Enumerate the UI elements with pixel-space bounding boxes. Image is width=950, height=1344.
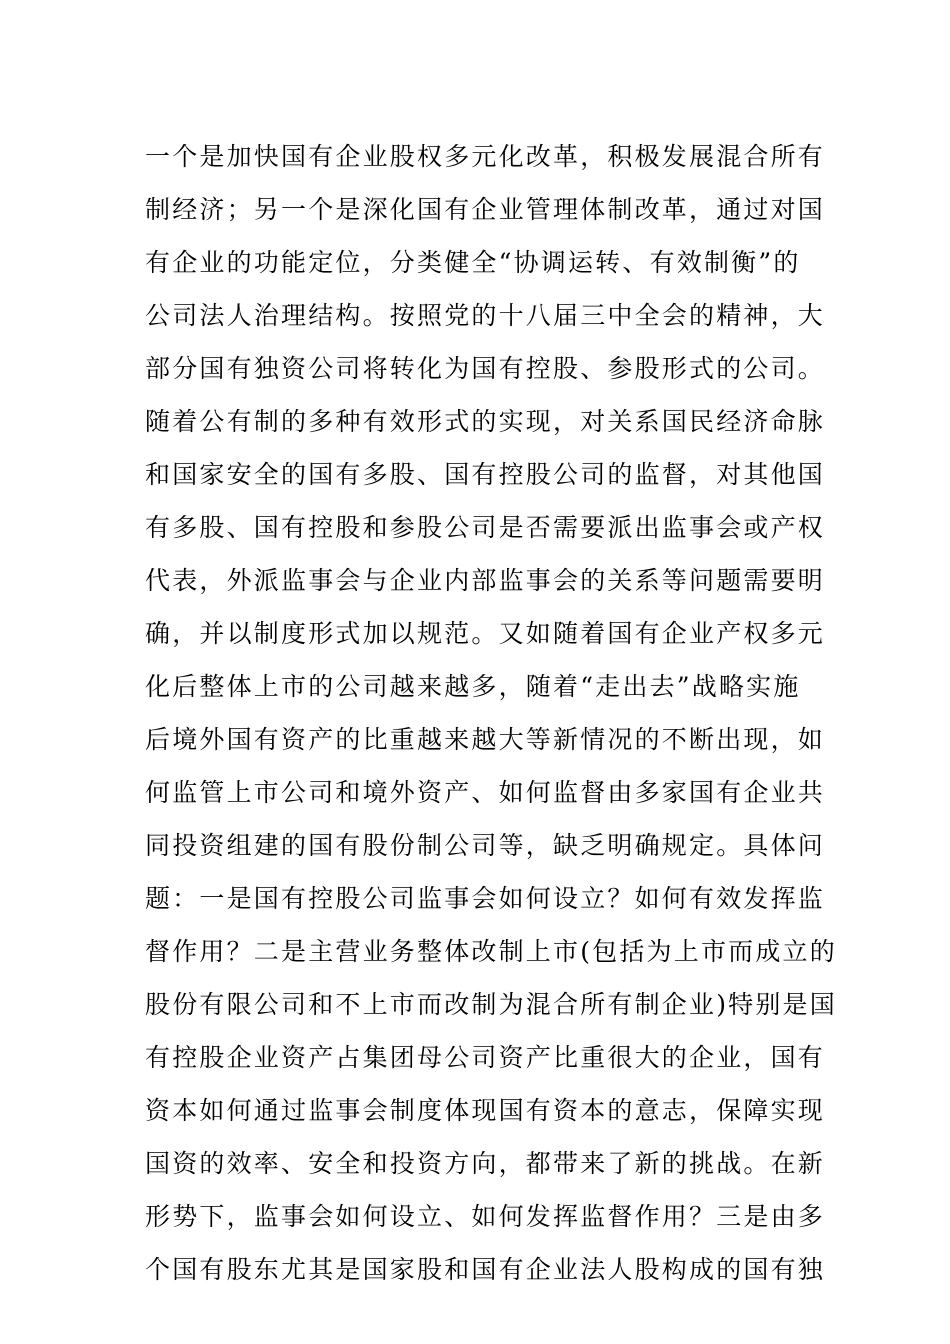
- text-line-2: 制经济；另一个是深化国有企业管理体制改革，通过对国: [145, 195, 826, 224]
- text-line-21: 形势下，监事会如何设立、如何发挥监督作用？三是由多: [145, 1202, 826, 1231]
- text-line-3: 有企业的功能定位，分类健全“协调运转、有效制衡”的: [145, 248, 801, 277]
- text-line-17: 股份有限公司和不上市而改制为混合所有制企业)特别是国: [145, 990, 837, 1019]
- text-line-8: 有多股、国有控股和参股公司是否需要派出监事会或产权: [145, 513, 826, 542]
- text-line-11: 化后整体上市的公司越来越多，随着“走出去”战略实施: [145, 672, 801, 701]
- text-line-20: 国资的效率、安全和投资方向，都带来了新的挑战。在新: [145, 1149, 826, 1178]
- text-line-15: 题：一是国有控股公司监事会如何设立？如何有效发挥监: [145, 884, 826, 913]
- text-line-6: 随着公有制的多种有效形式的实现，对关系国民经济命脉: [145, 407, 826, 436]
- text-line-7: 和国家安全的国有多股、国有控股公司的监督，对其他国: [145, 460, 826, 489]
- text-line-16: 督作用？二是主营业务整体改制上市(包括为上市而成立的: [145, 937, 837, 966]
- text-line-10: 确，并以制度形式加以规范。又如随着国有企业产权多元: [145, 619, 826, 648]
- text-line-9: 代表，外派监事会与企业内部监事会的关系等问题需要明: [145, 566, 826, 595]
- text-line-5: 部分国有独资公司将转化为国有控股、参股形式的公司。: [145, 354, 826, 383]
- text-line-13: 何监管上市公司和境外资产、如何监督由多家国有企业共: [145, 778, 826, 807]
- text-line-19: 资本如何通过监事会制度体现国有资本的意志，保障实现: [145, 1096, 826, 1125]
- text-line-1: 一个是加快国有企业股权多元化改革，积极发展混合所有: [145, 142, 826, 171]
- text-line-4: 公司法人治理结构。按照党的十八届三中全会的精神，大: [145, 301, 826, 330]
- text-line-12: 后境外国有资产的比重越来越大等新情况的不断出现，如: [145, 725, 826, 754]
- body-text: [145, 130, 837, 1296]
- text-line-18: 有控股企业资产占集团母公司资产比重很大的企业，国有: [145, 1043, 826, 1072]
- text-line-22: 个国有股东尤其是国家股和国有企业法人股构成的国有独: [145, 1255, 826, 1284]
- text-line-14: 同投资组建的国有股份制公司等，缺乏明确规定。具体问: [145, 831, 826, 860]
